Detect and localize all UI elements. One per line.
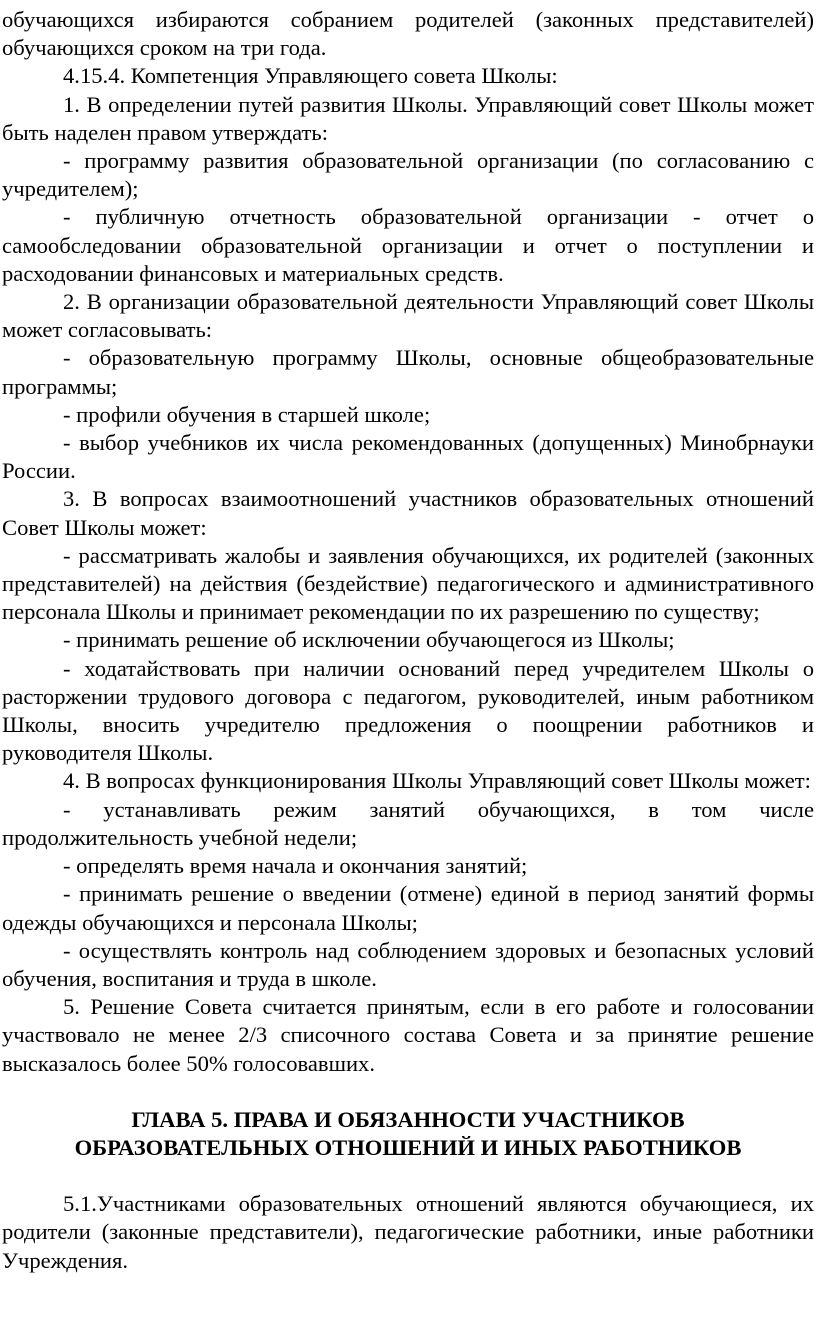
list-item-expulsion: - принимать решение об исключении обучающегося из Школы; bbox=[63, 627, 675, 653]
list-item-safety-control: - осуществлять контроль над соблюдением здоровых и безопасных условий обучения, воспитания и труда в школе. bbox=[2, 937, 814, 991]
list-item-petition: - ходатайствовать при наличии оснований перед учредителем Школы о расторжении трудового договора с педагогом, руководителей, иным работником Школы, вносить учредителю предложения о поощрении работников и руководителя Школы. bbox=[2, 655, 814, 766]
paragraph-continuation: обучающихся избираются собранием родителей (законных представителей) обучающихся сроком на три года. bbox=[2, 7, 814, 61]
paragraph-relationships: 3. В вопросах взаимоотношений участников образовательных отношений Совет Школы может: bbox=[2, 486, 814, 540]
chapter-heading bbox=[2, 1106, 814, 1162]
section-after bbox=[2, 1190, 814, 1275]
paragraph-decision-rule: 5. Решение Совета считается принятым, если в его работе и голосовании участвовало не менее 2/3 списочного состава Совета и за принятие решение высказалось более 50% голосовавших. bbox=[2, 994, 814, 1076]
list-item-uniform: - принимать решение о введении (отмене) единой в период занятий формы одежды обучающихся и персонала Школы; bbox=[2, 881, 814, 935]
list-item-public-reporting: - публичную отчетность образовательной организации - отчет о самообследовании образовательной организации и отчет о поступлении и расходовании финансовых и материальных средств. bbox=[2, 204, 814, 286]
chapter-heading-line-1: ГЛАВА 5. ПРАВА И ОБЯЗАННОСТИ УЧАСТНИКОВ bbox=[131, 1106, 685, 1132]
paragraph-educational-activity: 2. В организации образовательной деятельности Управляющий совет Школы может согласовывать: bbox=[2, 289, 814, 343]
paragraph-participants: 5.1.Участниками образовательных отношений являются обучающиеся, их родители (законные представители), педагогические работники, иные работники Учреждения. bbox=[2, 1191, 814, 1273]
section-before bbox=[2, 6, 814, 1078]
list-item-educational-program: - образовательную программу Школы, основные общеобразовательные программы; bbox=[2, 345, 814, 399]
chapter-heading-line-2: ОБРАЗОВАТЕЛЬНЫХ ОТНОШЕНИЙ И ИНЫХ РАБОТНИКОВ bbox=[74, 1134, 742, 1160]
paragraph-development-paths: 1. В определении путей развития Школы. Управляющий совет Школы может быть наделен правом утверждать: bbox=[2, 91, 814, 145]
list-item-development-program: - программу развития образовательной организации (по согласованию с учредителем); bbox=[2, 148, 814, 202]
list-item-textbooks: - выбор учебников их числа рекомендованных (допущенных) Минобрнауки России. bbox=[2, 430, 814, 484]
list-item-complaints: - рассматривать жалобы и заявления обучающихся, их родителей (законных представителей) на действия (бездействие) педагогического и административного персонала Школы и принимает рекомендации по их разрешению по существу; bbox=[2, 542, 814, 625]
list-item-schedule: - устанавливать режим занятий обучающихся, в том числе продолжительность учебной недели; bbox=[2, 796, 814, 850]
paragraph-functioning: 4. В вопросах функционирования Школы Управляющий совет Школы может: bbox=[63, 768, 811, 794]
paragraph-council-competence: 4.15.4. Компетенция Управляющего совета Школы: bbox=[63, 63, 558, 89]
list-item-class-times: - определять время начала и окончания занятий; bbox=[63, 853, 528, 879]
list-item-study-profiles: - профили обучения в старшей школе; bbox=[63, 401, 431, 427]
